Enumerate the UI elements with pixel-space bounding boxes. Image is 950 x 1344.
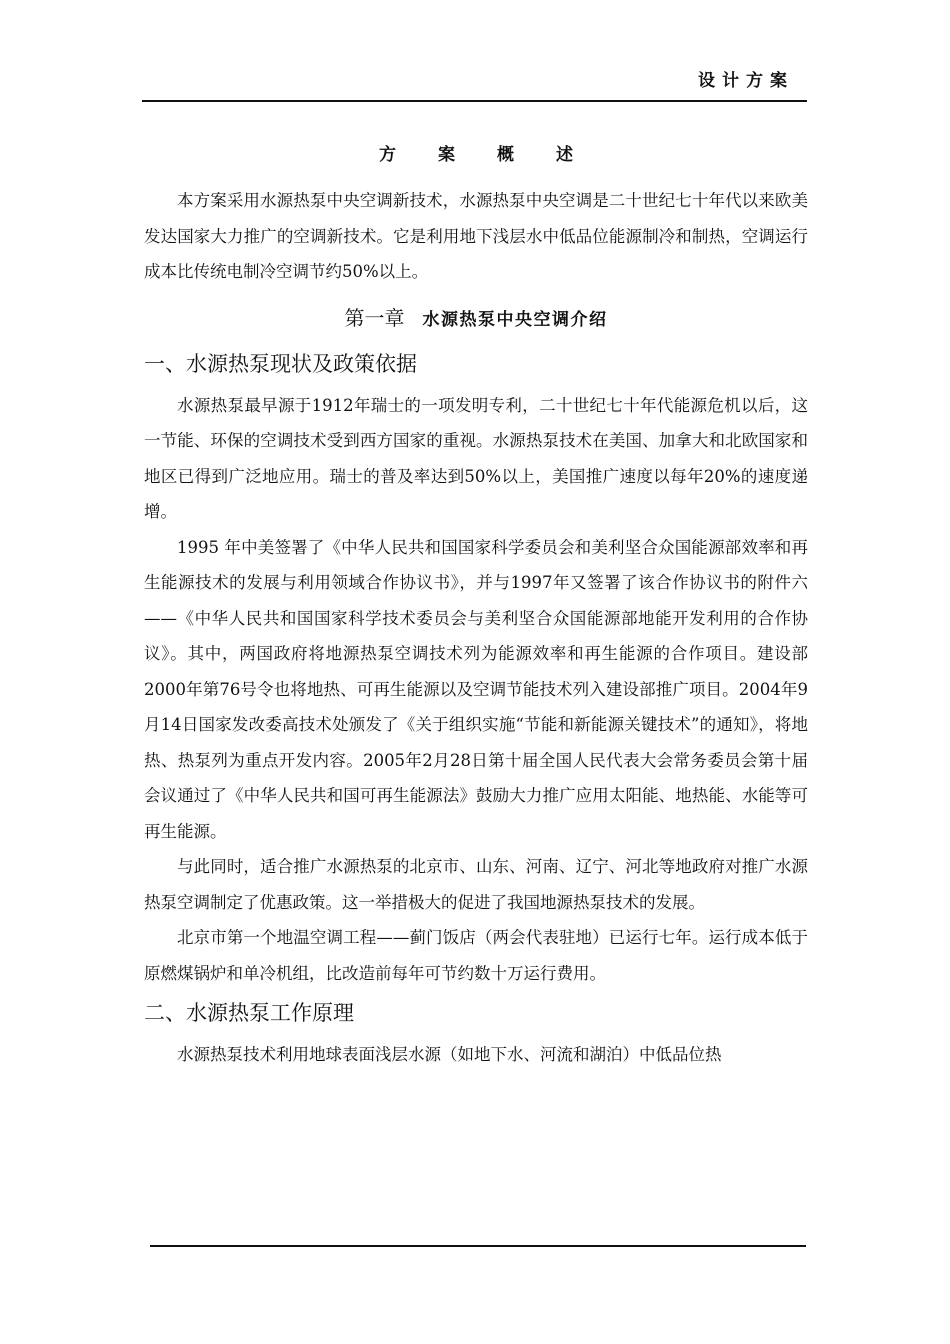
header-title: 设计方案: [698, 71, 794, 91]
section-heading-status-policy: 一、水源热泵现状及政策依据: [144, 351, 417, 376]
overview-title: 方案概述: [379, 145, 615, 165]
body-paragraph: 1995 年中美签署了《中华人民共和国国家科学委员会和美利坚合众国能源部效率和再生能源技术的发展与利用领域合作协议书》，并与1997年又签署了该合作协议书的附件六——《中华人民共和国国家科学技术委员会与美利坚合众国能源部地能开发利用的合作协议》。其中，两国政府将地源热泵空调技术列为能源效率和再生能源的合作项目。建设部2000年第76号令也将地热、可再生能源以及空调节能技术列入建设部推广项目。2004年9月14日国家发改委高技术处颁发了《关于组织实施“节能和新能源关键技术”的通知》，将地热、热泵列为重点开发内容。2005年2月28日第十届全国人民代表大会常务委员会第十届会议通过了《中华人民共和国可再生能源法》鼓励大力推广应用太阳能、地热能、水能等可再生能源。: [144, 537, 808, 841]
body-paragraph: 水源热泵技术利用地球表面浅层水源（如地下水、河流和湖泊）中低品位热: [177, 1045, 722, 1064]
section-heading-working-principle: 二、水源热泵工作原理: [144, 1001, 354, 1025]
body-paragraph: 北京市第一个地温空调工程——蓟门饭店（两会代表驻地）已运行七年。运行成本低于原燃煤锅炉和单冷机组，比改造前每年可节约数十万运行费用。: [144, 928, 808, 983]
chapter-number: 第一章: [344, 305, 405, 330]
body-paragraph: 与此同时，适合推广水源热泵的北京市、山东、河南、辽宁、河北等地政府对推广水源热泵空调制定了优惠政策。这一举措极大的促进了我国地源热泵技术的发展。: [144, 857, 808, 912]
chapter-name: 水源热泵中央空调介绍: [422, 309, 608, 330]
overview-paragraph: 本方案采用水源热泵中央空调新技术，水源热泵中央空调是二十世纪七十年代以来欧美发达国家大力推广的空调新技术。它是利用地下浅层水中低品位能源制冷和制热，空调运行成本比传统电制冷空调节约50%以上。: [144, 191, 808, 281]
header-rule: [142, 100, 807, 102]
chapter-heading: [144, 300, 808, 338]
body-paragraph: 水源热泵最早源于1912年瑞士的一项发明专利，二十世纪七十年代能源危机以后，这一节能、环保的空调技术受到西方国家的重视。水源热泵技术在美国、加拿大和北欧国家和地区已得到广泛地应用。瑞士的普及率达到50%以上，美国推广速度以每年20%的速度递增。: [144, 395, 808, 521]
footer-rule: [150, 1245, 806, 1247]
document-body: [144, 140, 808, 1073]
